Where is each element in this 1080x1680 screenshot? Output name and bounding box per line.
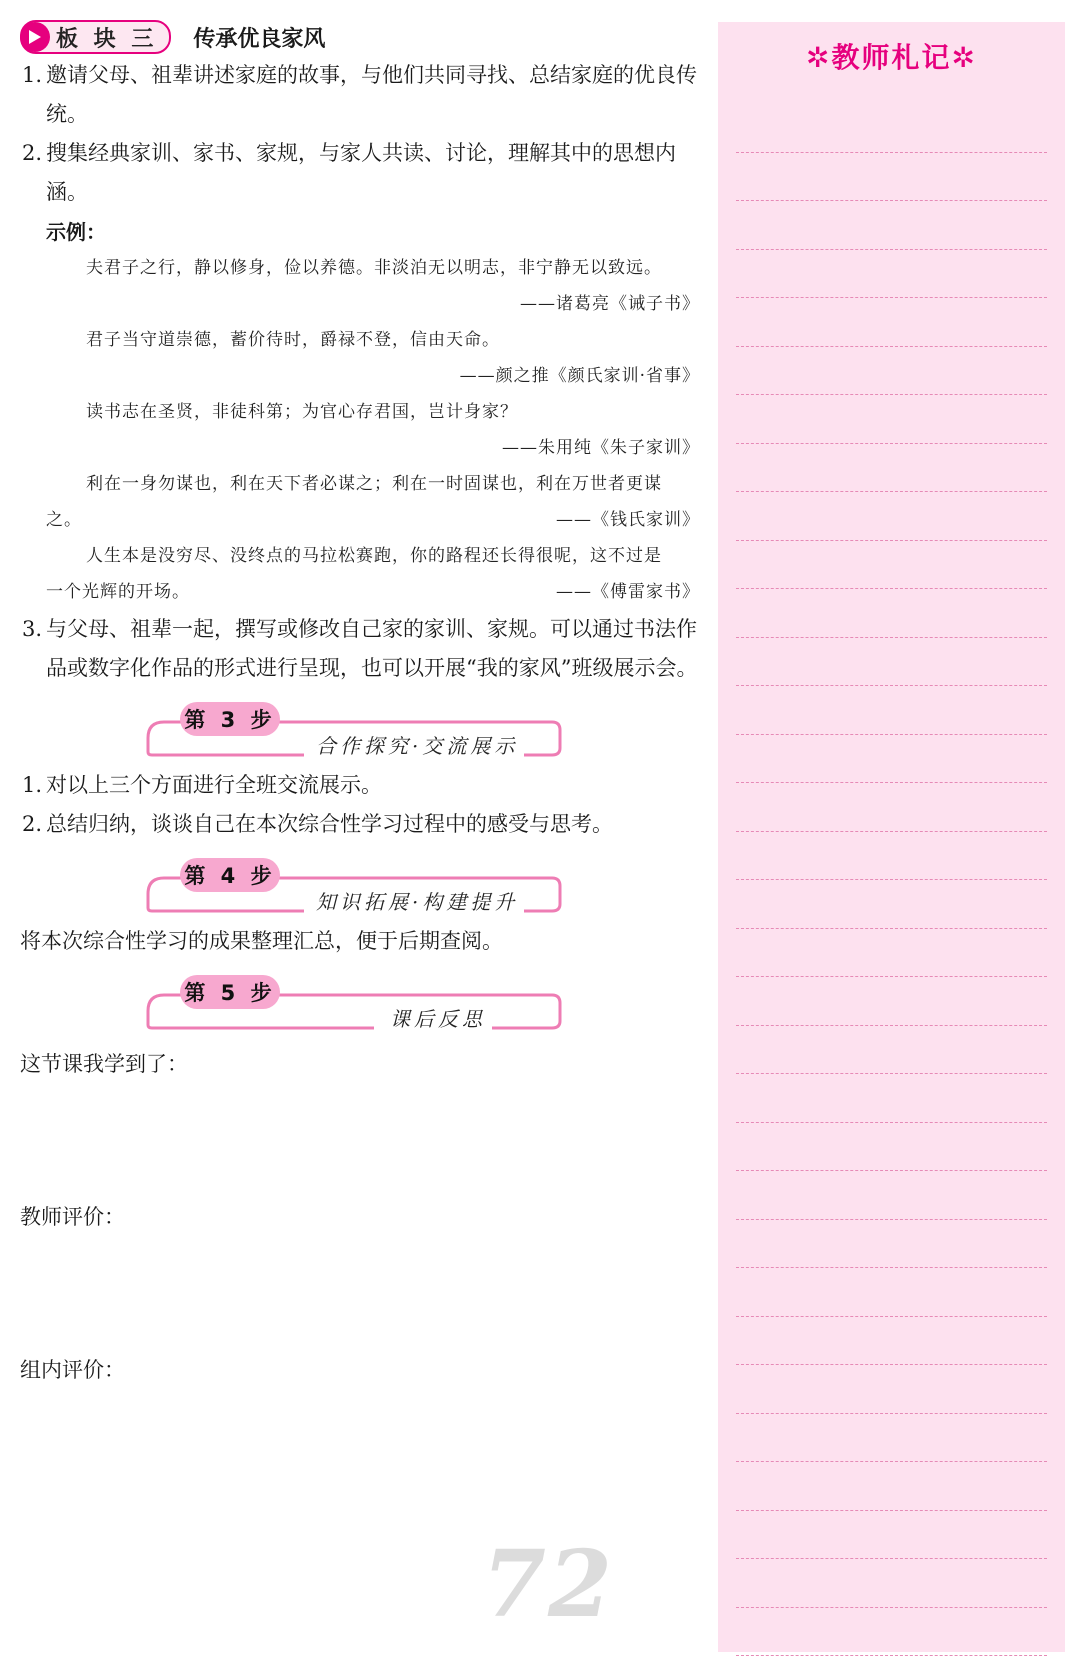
step-3-banner <box>144 702 564 758</box>
list-item: 1. 对以上三个方面进行全班交流展示。 <box>22 773 382 797</box>
play-icon <box>20 22 50 52</box>
quote-source: ——诸葛亮《诫子书》 <box>520 294 700 314</box>
quote-text-continued: 一个光辉的开场。 <box>46 582 190 602</box>
note-line[interactable] <box>736 880 1047 929</box>
quote-text: 读书志在圣贤，非徒科第；为官心存君国，岂计身家？ <box>86 402 518 422</box>
step-subtitle: 课后反思 <box>384 1003 492 1032</box>
example-label: 示例： <box>46 220 106 244</box>
quote-text: 利在一身勿谋也，利在天下者必谋之；利在一时固谋也，利在万世者更谋 <box>86 474 662 494</box>
step-subtitle: 合作探究·交流展示 <box>310 730 524 759</box>
quote-text: 君子当守道崇德，蓄价待时，爵禄不登，信由天命。 <box>86 330 500 350</box>
teacher-notes-panel <box>718 22 1065 1652</box>
quote-source: ——《钱氏家训》 <box>556 510 700 530</box>
quote-source: ——颜之推《颜氏家训·省事》 <box>459 366 700 386</box>
page-number: 72 <box>482 1530 615 1638</box>
note-line[interactable] <box>736 201 1047 250</box>
list-item: 1. 邀请父母、祖辈讲述家庭的故事，与他们共同寻找、总结家庭的优良传统。 <box>22 63 697 126</box>
note-line[interactable] <box>736 1608 1047 1657</box>
note-line[interactable] <box>736 735 1047 784</box>
step-badge: 第 3 步 <box>180 702 280 736</box>
quote-text: 夫君子之行，静以修身，俭以养德。非淡泊无以明志，非宁静无以致远。 <box>86 258 662 278</box>
learned-prompt: 这节课我学到了： <box>20 1052 188 1076</box>
note-line[interactable] <box>736 298 1047 347</box>
step-5-banner <box>144 975 564 1031</box>
group-evaluation-label: 组内评价： <box>20 1358 125 1382</box>
note-line[interactable] <box>736 250 1047 299</box>
note-line[interactable] <box>736 1171 1047 1220</box>
list-item: 2. 总结归纳，谈谈自己在本次综合性学习过程中的感受与思考。 <box>22 812 613 836</box>
note-line[interactable] <box>736 153 1047 202</box>
note-line[interactable] <box>736 1220 1047 1269</box>
note-line[interactable] <box>736 1123 1047 1172</box>
note-line[interactable] <box>736 1074 1047 1123</box>
quote-block <box>20 250 710 610</box>
note-line[interactable] <box>736 104 1047 153</box>
note-line[interactable] <box>736 395 1047 444</box>
teacher-evaluation-label: 教师评价： <box>20 1205 125 1229</box>
note-line[interactable] <box>736 1414 1047 1463</box>
notes-lines <box>736 104 1047 1656</box>
notes-title: ✲教师札记✲ <box>806 41 977 74</box>
note-line[interactable] <box>736 1317 1047 1366</box>
note-line[interactable] <box>736 1511 1047 1560</box>
main-content <box>20 20 710 1390</box>
note-line[interactable] <box>736 1026 1047 1075</box>
step-badge: 第 4 步 <box>180 858 280 892</box>
note-line[interactable] <box>736 686 1047 735</box>
note-line[interactable] <box>736 444 1047 493</box>
step-4-text: 将本次综合性学习的成果整理汇总，便于后期查阅。 <box>20 929 503 953</box>
note-line[interactable] <box>736 929 1047 978</box>
note-line[interactable] <box>736 638 1047 687</box>
quote-text-continued: 之。 <box>46 510 82 530</box>
quote-source: ——《傅雷家书》 <box>556 582 700 602</box>
step-subtitle: 知识拓展·构建提升 <box>310 886 524 915</box>
note-line[interactable] <box>736 541 1047 590</box>
step-4-banner <box>144 858 564 914</box>
section-tag-label: 板 块 三 <box>56 26 158 52</box>
note-line[interactable] <box>736 347 1047 396</box>
step-badge: 第 5 步 <box>180 975 280 1009</box>
section-tag <box>20 20 171 54</box>
section-title: 传承优良家风 <box>193 26 326 52</box>
quote-text: 人生本是没穷尽、没终点的马拉松赛跑，你的路程还长得很呢，这不过是 <box>86 546 662 566</box>
note-line[interactable] <box>736 1559 1047 1608</box>
note-line[interactable] <box>736 1365 1047 1414</box>
note-line[interactable] <box>736 783 1047 832</box>
quote-source: ——朱用纯《朱子家训》 <box>502 438 700 458</box>
note-line[interactable] <box>736 1462 1047 1511</box>
note-line[interactable] <box>736 977 1047 1026</box>
list-item: 2. 搜集经典家训、家书、家规，与家人共读、讨论，理解其中的思想内涵。 <box>22 141 676 204</box>
note-line[interactable] <box>736 492 1047 541</box>
note-line[interactable] <box>736 589 1047 638</box>
list-item: 3. 与父母、祖辈一起，撰写或修改自己家的家训、家规。可以通过书法作品或数字化作品的形式进行呈现，也可以开展“我的家风”班级展示会。 <box>22 617 698 680</box>
note-line[interactable] <box>736 1268 1047 1317</box>
note-line[interactable] <box>736 832 1047 881</box>
section-header <box>20 20 710 54</box>
